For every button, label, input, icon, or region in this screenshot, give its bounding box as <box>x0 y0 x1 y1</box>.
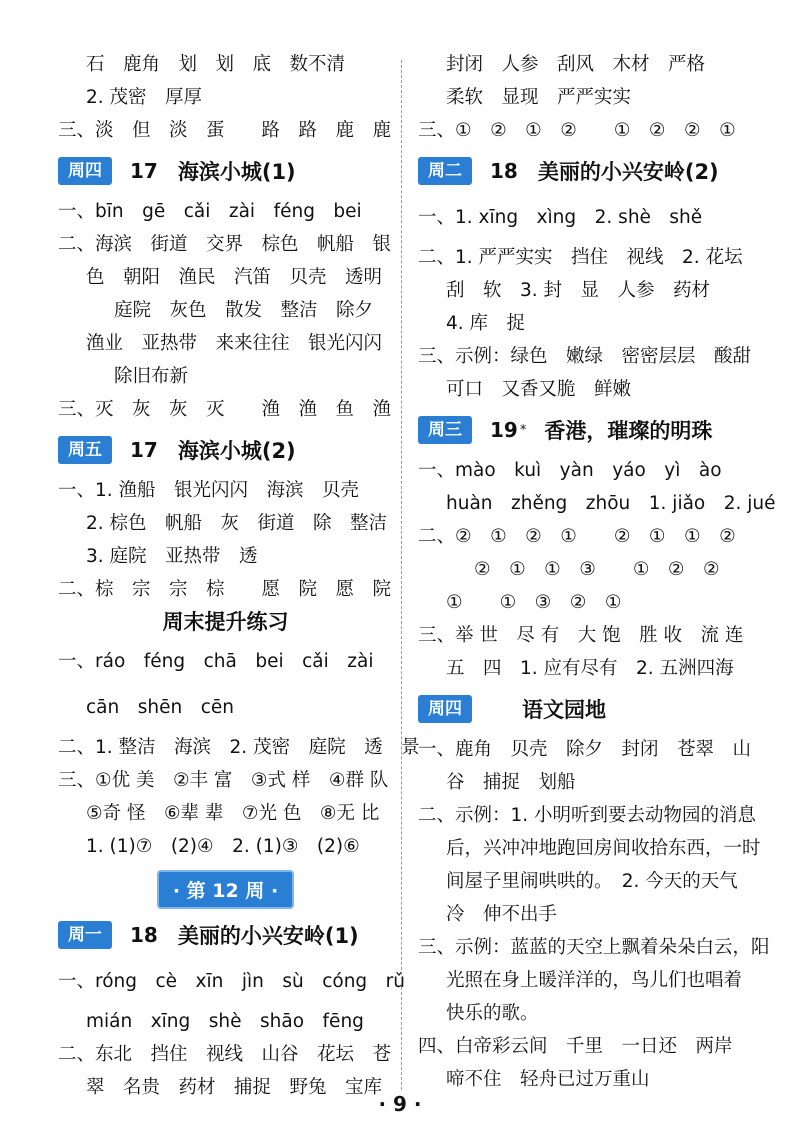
answer-line: 3. 庭院 亚热带 透 <box>86 546 258 567</box>
answer-line: 三、淡 但 淡 蛋 路 路 鹿 鹿 <box>58 120 392 141</box>
answer-line: 4. 库 捉 <box>446 313 526 334</box>
answer-line: 可口 又香又脆 鲜嫩 <box>446 379 632 400</box>
answer-line: 石 鹿角 划 划 底 数不清 <box>86 54 346 75</box>
answer-line: 除旧布新 <box>114 366 189 387</box>
section-header <box>58 149 393 193</box>
answer-line: 间屋子里闹哄哄的。 2. 今天的天气 <box>446 871 738 892</box>
lesson-title: 海滨小城(1) <box>177 160 296 184</box>
answer-line: 谷 捕捉 划船 <box>446 772 576 793</box>
section-header <box>418 687 758 731</box>
answer-line: 一、róng cè xīn jìn sù cóng rǔ <box>58 971 406 992</box>
day-badge: 周四 <box>418 695 472 723</box>
page-number: · 9 · <box>378 1092 422 1116</box>
answer-line: 后，兴冲冲地跑回房间收拾东西，一时 <box>446 838 761 859</box>
answer-line: 一、1. 渔船 银光闪闪 海滨 贝壳 <box>58 480 360 501</box>
left-column <box>58 48 420 1104</box>
answer-line: mián xīng shè shāo fēng <box>86 1011 364 1032</box>
answer-line: 三、灭 灰 灰 灭 渔 渔 鱼 渔 <box>58 399 392 420</box>
answer-line: 二、1. 整洁 海滨 2. 茂密 庭院 透 景 <box>58 737 420 758</box>
answer-line: 三、示例：绿色 嫩绿 密密层层 酸甜 <box>418 346 752 367</box>
lesson-number: 17 <box>130 159 158 183</box>
answer-line: 快乐的歌。 <box>446 1003 539 1024</box>
answer-line: 啼不住 轻舟已过万重山 <box>446 1069 650 1090</box>
answer-line: 三、举 世 尽 有 大 饱 胜 收 流 连 <box>418 625 744 646</box>
lesson-title: 香港，璀璨的明珠 <box>544 419 713 443</box>
day-badge: 周五 <box>58 436 112 464</box>
answer-line: ① ① ③ ② ① <box>446 592 622 613</box>
answer-line: 1. (1)⑦ (2)④ 2. (1)③ (2)⑥ <box>86 836 360 857</box>
lesson-mark: * <box>519 422 527 438</box>
lesson-number: 18 <box>490 159 518 183</box>
answer-line: 刮 软 3. 封 显 人参 药材 <box>446 280 711 301</box>
lesson-title: 海滨小城(2) <box>177 439 296 463</box>
answer-line: 冷 伸不出手 <box>446 904 558 925</box>
lesson-number: 19 <box>490 418 518 442</box>
answer-line: 二、棕 宗 宗 棕 愿 院 愿 院 <box>58 579 392 600</box>
answer-line: 渔业 亚热带 来来往往 银光闪闪 <box>86 333 383 354</box>
answer-line: 封闭 人参 刮风 木材 严格 <box>446 54 706 75</box>
section-header <box>418 149 758 193</box>
answer-line: huàn zhěng zhōu 1. jiǎo 2. jué <box>446 493 776 514</box>
section-header <box>58 428 393 472</box>
answer-line: 一、鹿角 贝壳 除夕 封闭 苍翠 山 <box>418 739 752 760</box>
lesson-number: 17 <box>130 438 158 462</box>
lesson-title: 美丽的小兴安岭(1) <box>177 924 359 948</box>
column-divider <box>401 60 402 1090</box>
answer-line: 二、② ① ② ① ② ① ① ② <box>418 526 736 547</box>
day-badge: 周三 <box>418 416 472 444</box>
answer-line: 二、海滨 街道 交界 棕色 帆船 银 <box>58 234 392 255</box>
lesson-title: 美丽的小兴安岭(2) <box>537 160 719 184</box>
answer-line: cān shēn cēn <box>86 697 234 718</box>
answer-line: 光照在身上暖洋洋的，鸟儿们也唱着 <box>446 970 743 991</box>
answer-line: ② ① ① ③ ① ② ② <box>474 559 720 580</box>
day-badge: 周四 <box>58 157 112 185</box>
answer-line: 二、东北 挡住 视线 山谷 花坛 苍 <box>58 1044 392 1065</box>
answer-line: 2. 茂密 厚厚 <box>86 87 203 108</box>
answer-line: 二、示例：1. 小明听到要去动物园的消息 <box>418 805 757 826</box>
answer-line: 三、示例：蓝蓝的天空上飘着朵朵白云，阳 <box>418 937 770 958</box>
answer-line: 一、bīn gē cǎi zài féng bei <box>58 201 362 222</box>
answer-line: 二、1. 严严实实 挡住 视线 2. 花坛 <box>418 247 743 268</box>
lesson-title: 语文园地 <box>522 698 606 722</box>
answer-line: 一、mào kuì yàn yáo yì ào <box>418 460 722 481</box>
answer-line: 一、1. xīng xìng 2. shè shě <box>418 207 703 228</box>
answer-line: 五 四 1. 应有尽有 2. 五洲四海 <box>446 658 734 679</box>
day-badge: 周一 <box>58 921 112 949</box>
answer-line: ⑤奇 怪 ⑥辈 辈 ⑦光 色 ⑧无 比 <box>86 803 380 824</box>
answer-line: 柔软 显现 严严实实 <box>446 87 632 108</box>
section-header <box>418 408 758 452</box>
answer-line: 一、ráo féng chā bei cǎi zài <box>58 651 374 672</box>
answer-line: 翠 名贵 药材 捕捉 野兔 宝库 <box>86 1077 383 1098</box>
week-label: · 第 12 周 · <box>157 870 294 909</box>
answer-line: 三、① ② ① ② ① ② ② ① <box>418 120 736 141</box>
answer-line: 周末提升练习 <box>162 610 289 634</box>
right-column <box>418 48 776 1096</box>
lesson-number: 18 <box>130 923 158 947</box>
week-banner <box>58 869 393 909</box>
day-badge: 周二 <box>418 157 472 185</box>
answer-line: 四、白帝彩云间 千里 一日还 两岸 <box>418 1036 733 1057</box>
section-header <box>58 913 393 957</box>
answer-line: 2. 棕色 帆船 灰 街道 除 整洁 <box>86 513 388 534</box>
answer-line: 色 朝阳 渔民 汽笛 贝壳 透明 <box>86 267 383 288</box>
answer-line: 庭院 灰色 散发 整洁 除夕 <box>114 300 374 321</box>
answer-line: 三、①优 美 ②丰 富 ③式 样 ④群 队 <box>58 770 389 791</box>
